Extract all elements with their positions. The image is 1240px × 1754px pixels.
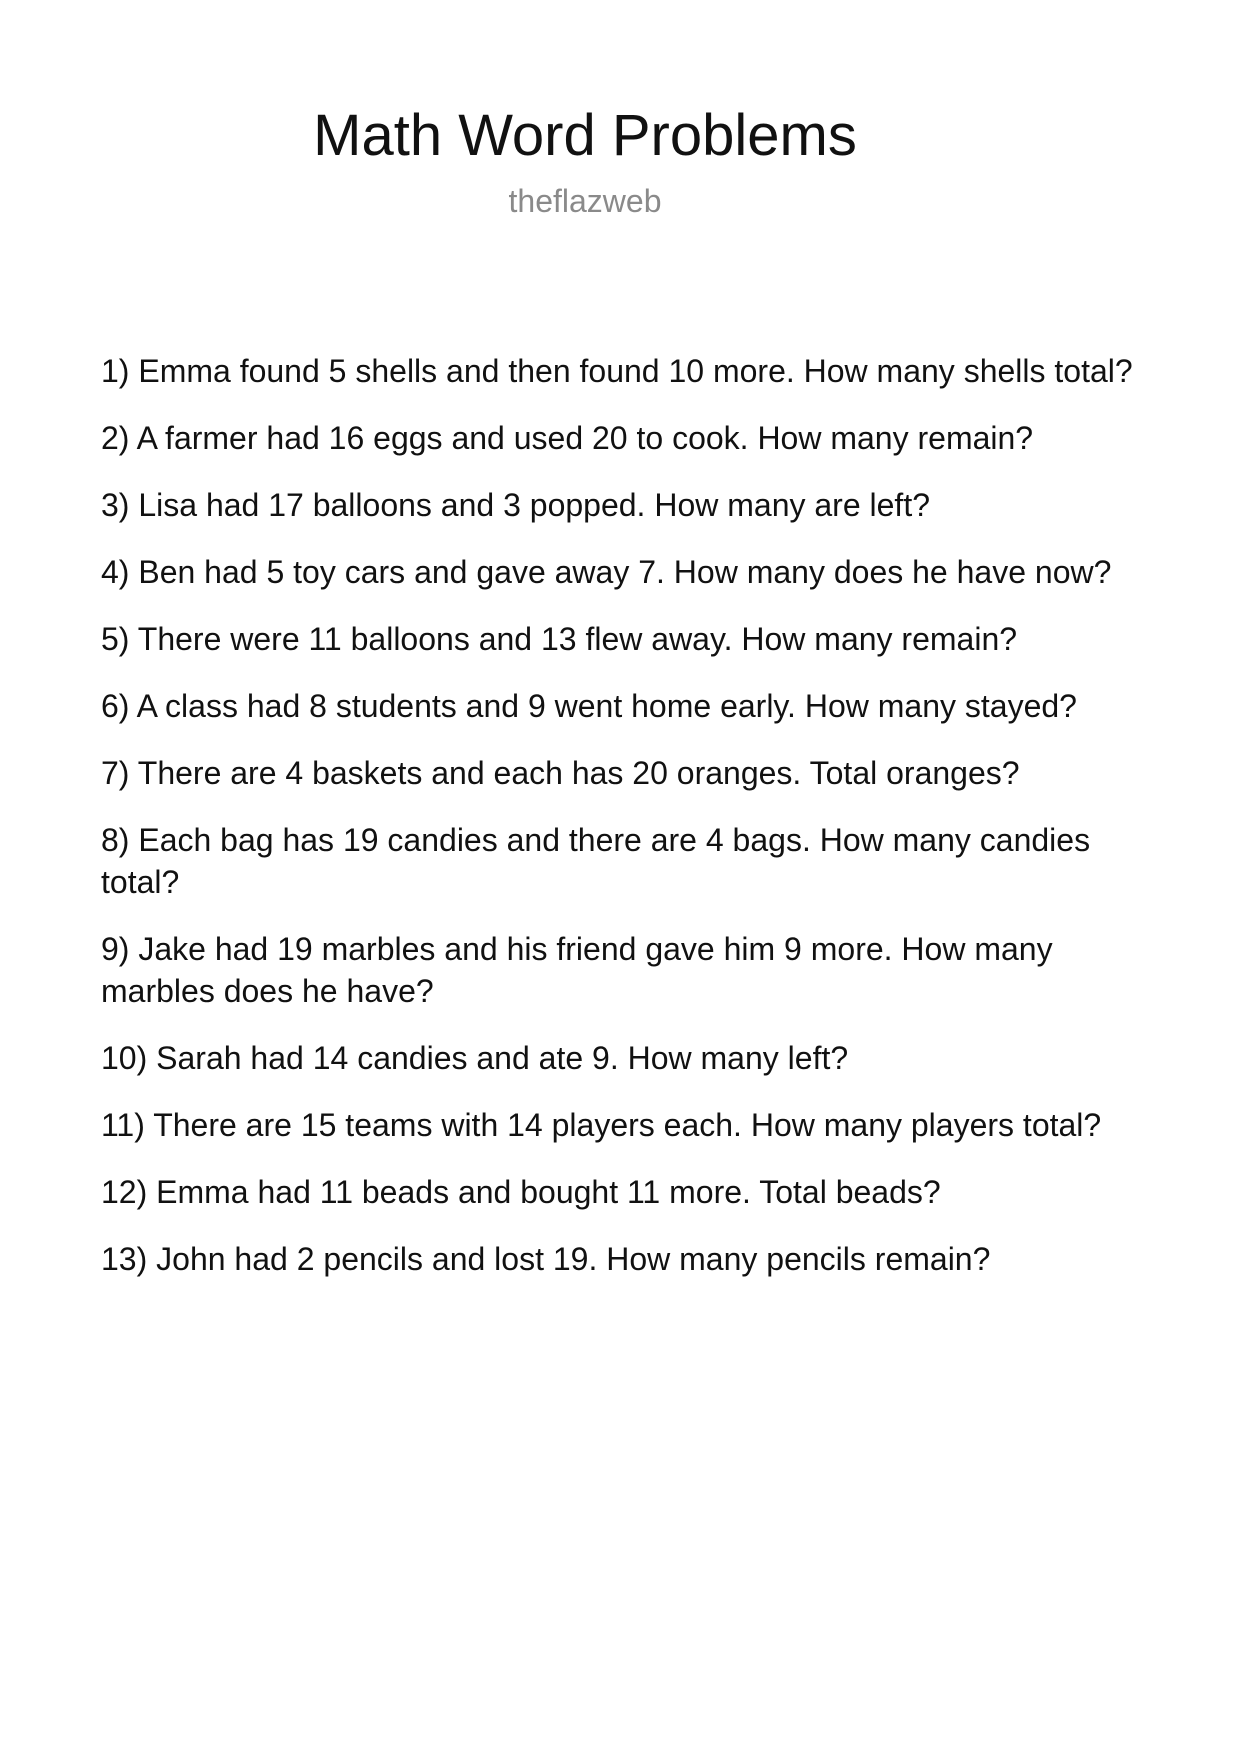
problem-item: 4) Ben had 5 toy cars and gave away 7. How many does he have now? bbox=[101, 554, 1112, 590]
problem-item: 6) A class had 8 students and 9 went home early. How many stayed? bbox=[101, 688, 1077, 724]
problem-list bbox=[101, 350, 1151, 1305]
problem-item: 8) Each bag has 19 candies and there are 4 bags. How many candies total? bbox=[101, 822, 1091, 900]
problem-item: 7) There are 4 baskets and each has 20 oranges. Total oranges? bbox=[101, 755, 1020, 791]
page-subtitle: theflazweb bbox=[508, 183, 662, 219]
problem-item: 3) Lisa had 17 balloons and 3 popped. How many are left? bbox=[101, 487, 930, 523]
page-title: Math Word Problems bbox=[313, 103, 857, 168]
problem-item: 9) Jake had 19 marbles and his friend gave him 9 more. How many marbles does he have? bbox=[101, 931, 1053, 1009]
problem-item: 11) There are 15 teams with 14 players each. How many players total? bbox=[101, 1107, 1102, 1143]
problem-item: 13) John had 2 pencils and lost 19. How many pencils remain? bbox=[101, 1241, 991, 1277]
problem-item: 12) Emma had 11 beads and bought 11 more. Total beads? bbox=[101, 1174, 941, 1210]
problem-item: 1) Emma found 5 shells and then found 10 more. How many shells total? bbox=[101, 353, 1133, 389]
problem-item: 2) A farmer had 16 eggs and used 20 to cook. How many remain? bbox=[101, 420, 1034, 456]
problem-item: 5) There were 11 balloons and 13 flew away. How many remain? bbox=[101, 621, 1018, 657]
problem-item: 10) Sarah had 14 candies and ate 9. How many left? bbox=[101, 1040, 849, 1076]
